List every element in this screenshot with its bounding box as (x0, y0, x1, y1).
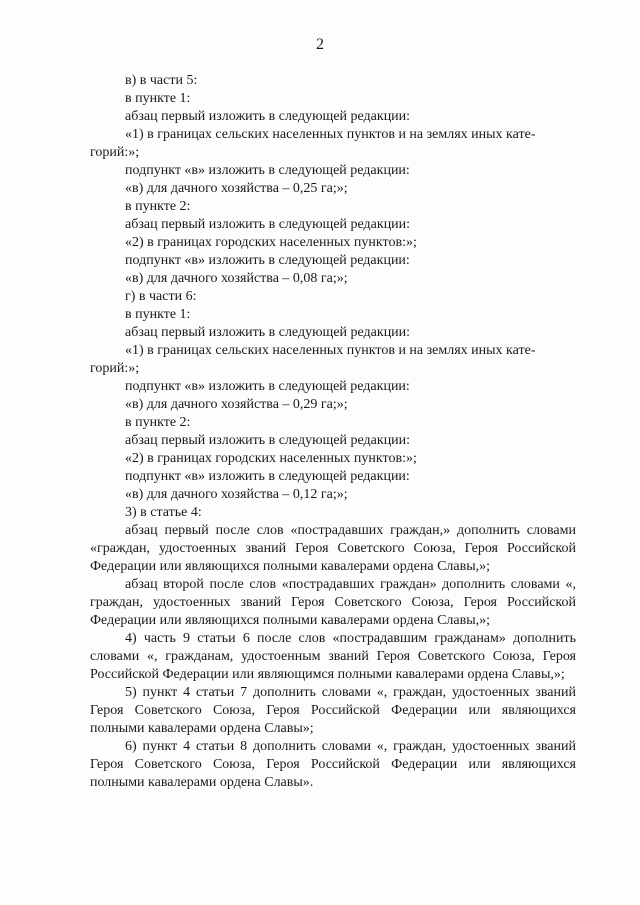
text-line: «2) в границах городских населенных пунктов:»; (125, 451, 417, 466)
paragraph: абзац второй после слов «пострадавших граждан» дополнить словами «, граждан, удостоенных званий Героя Советского Союза, Героя Российской Федерации или являющихся полными кавалерами ордена Славы,»; (90, 577, 576, 628)
page-number: 2 (316, 36, 324, 53)
paragraph: абзац первый после слов «пострадавших граждан,» дополнить словами «граждан, удостоенных званий Героя Советского Союза, Героя Российской Федерации или являющихся полными кавалерами ордена Славы,»; (90, 523, 576, 574)
text-line: подпункт «в» изложить в следующей редакции: (125, 253, 410, 268)
text-line: «в) для дачного хозяйства – 0,12 га;»; (125, 487, 348, 502)
text-line: «1) в границах сельских населенных пунктов и на землях иных кате- (125, 343, 536, 358)
text-line: «1) в границах сельских населенных пунктов и на землях иных кате- (125, 127, 536, 142)
paragraph: 4) часть 9 статьи 6 после слов «пострадавшим гражданам» дополнить словами «, гражданам, удостоенным званий Героя Советского Союза, Героя Российской Федерации или являющимся полными кавалерами ордена Славы,»; (90, 631, 576, 682)
text-line: «в) для дачного хозяйства – 0,08 га;»; (125, 271, 348, 286)
text-line: в пункте 1: (125, 91, 191, 106)
text-line: абзац первый изложить в следующей редакции: (125, 109, 411, 124)
text-line: «в) для дачного хозяйства – 0,25 га;»; (125, 181, 348, 196)
text-line: 3) в статье 4: (125, 505, 202, 520)
text-line: в) в части 5: (125, 73, 198, 88)
text-line: в пункте 2: (125, 199, 191, 214)
text-line: подпункт «в» изложить в следующей редакции: (125, 163, 410, 178)
text-line: «в) для дачного хозяйства – 0,29 га;»; (125, 397, 348, 412)
text-line: горий:»; (90, 145, 140, 160)
document-body (90, 72, 576, 792)
text-line: горий:»; (90, 361, 140, 376)
text-line: подпункт «в» изложить в следующей редакции: (125, 469, 410, 484)
text-line: г) в части 6: (125, 289, 197, 304)
text-line: в пункте 1: (125, 307, 191, 322)
text-line: «2) в границах городских населенных пунктов:»; (125, 235, 417, 250)
paragraph: 5) пункт 4 статьи 7 дополнить словами «, граждан, удостоенных званий Героя Советского Союза, Героя Российской Федерации или являющихся полными кавалерами ордена Славы»; (90, 685, 576, 736)
text-line: абзац первый изложить в следующей редакции: (125, 217, 411, 232)
text-line: подпункт «в» изложить в следующей редакции: (125, 379, 410, 394)
paragraph: 6) пункт 4 статьи 8 дополнить словами «, граждан, удостоенных званий Героя Советского Союза, Героя Российской Федерации или являющихся полными кавалерами ордена Славы». (90, 739, 576, 790)
text-line: абзац первый изложить в следующей редакции: (125, 325, 411, 340)
text-line: абзац первый изложить в следующей редакции: (125, 433, 411, 448)
text-line: в пункте 2: (125, 415, 191, 430)
